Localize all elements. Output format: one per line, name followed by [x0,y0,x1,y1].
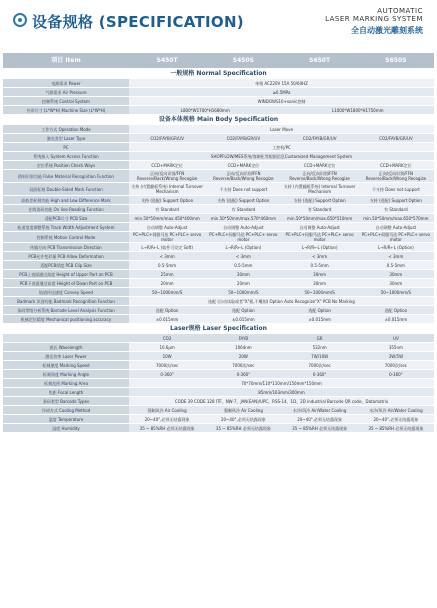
spec-row [3,297,434,306]
spec-value: 3W/5W [358,352,434,361]
spec-row [3,196,434,205]
spec-value: 50~1000mm/S [282,288,358,297]
spec-row [3,306,434,315]
spec-label: 工作方式 Operation Mode [3,125,129,134]
spec-label: PCB下表面通过高度 Height of Down Part on PCB [3,279,129,288]
spec-label: 条码等级分析系统 Barcode Level Analysis Function [3,306,129,315]
spec-value: 不支持 Does not support [358,183,434,196]
spec-value: 30mm [282,279,358,288]
spec-label: 在线读码功能 On line Reading Function [3,205,129,214]
column-header: S450T [129,53,205,69]
spec-value: 有 Standard [358,205,434,214]
spec-row [3,152,434,161]
spec-value: 自动调整 Auto-Adjust [205,223,281,232]
spec-value: CCD+MARK定位 [129,161,205,170]
section-title: 一般规格 Normal Specification [3,69,434,79]
spec-value: 不支持 Does not support [205,183,281,196]
spec-label: 激光功率 Laser Power [3,352,129,361]
section-title: 设备本体规格 Main Body Specification [3,115,434,125]
spec-value: min.50*50mm/max.650*570mm [358,214,434,223]
spec-row [3,379,434,388]
spec-value: L800*W1700*H1680mm [129,106,282,115]
spec-value: ±0.015mm [282,315,358,324]
footer-strip [0,600,437,608]
spec-value: L→R/R←L (Option) [358,243,434,252]
spec-value: CCD+MARK定位 [282,161,358,170]
spec-label: 轨道宽度调整系统 Track Width Adjustment System [3,223,129,232]
spec-value: 35 ~ 85%RH 必须无结露现象 [205,424,281,433]
spec-row [3,125,434,134]
spec-row [3,270,434,279]
spec-value: 532nm [282,343,358,352]
spec-value: 0-360° [205,370,281,379]
spec-value: 25mm [129,270,205,279]
spec-label: 适配PCB尺寸 PCB Size [3,214,129,223]
spec-value: 水冷/风冷 Air/Water Cooling [282,406,358,415]
spec-value: 自动调整 Auto-Adjust [129,223,205,232]
spec-value: L→R/R←L (软件可设定 Soft) [129,243,205,252]
spec-value: 选配 (自动读取或者"X"板,不雕刻) Option Auto Recognize"X" PCB No Marking [129,297,434,306]
spec-label: 外形尺寸 (L*W*H) Machine Size (L*W*H) [3,106,129,115]
spec-label: 双面标刻 Double-Sided Mark Function [3,183,129,196]
spec-value: CODE 39 CODE 128 ITF、NW-7、JAN(EAN)/UPC、RSS-14、1D、2D industrial Barcode QR code、Datamatrix [129,397,434,406]
spec-value: PC+PLC+伺服马达 PC+PLC+ servo motor [129,232,205,243]
spec-value: 50~1000mm/S [129,288,205,297]
spec-row [3,170,434,183]
spec-value: 85mm/163mm/300mm [129,388,434,397]
spec-value: 1064nm [205,343,281,352]
spec-value: 35 ~ 85%RH 必须无结露现象 [282,424,358,433]
spec-value: 0-360° [129,370,205,379]
spec-value: 正向/反向识别/FFN Reverse/Back/Wrong Recogize [205,170,281,183]
spec-value: 7000次/sec [205,361,281,370]
spec-label: PCB上表面通过高度 Height of Upper Part on PCB [3,270,129,279]
spec-value: 0.5-5mm [129,261,205,270]
spec-label: 气源需求 Air Pressure [3,88,129,97]
section-title: Laser规格 Laser Specification [3,324,434,334]
spec-label: 温度 Temperature [3,415,129,424]
spec-value: 有 Standard [205,205,281,214]
spec-label: 激光类型 Laser Type [3,134,129,143]
spec-value: CO2/FAYB/GR/UV [205,134,281,143]
spec-row [3,424,434,433]
spec-value: 水冷/风冷 Air/Water Cooling [358,406,434,415]
spec-row [3,106,434,115]
spec-label: 定位系统 Position Check Ways [3,161,129,170]
spec-row [3,279,434,288]
spec-value: PC+PLC+伺服马达 PC+PLC+ servo motor [358,232,434,243]
spec-value: 10.6μm [129,343,205,352]
spec-value: 355nm [358,343,434,352]
spec-value: 支持 (选配) Support Option [358,196,434,205]
spec-value: 有 Standard [282,205,358,214]
spec-value: 7W/10W [282,352,358,361]
spec-value: 30mm [358,279,434,288]
column-header-row [3,53,434,69]
spec-value: L1000*W1800*H1750mm [282,106,435,115]
spec-row [3,343,434,352]
bullet-icon [13,13,27,27]
spec-value: 50~1000mm/S [205,288,281,297]
header-tagline-cn: 全自动激光雕刻系统 [351,26,423,35]
spec-value: 30mm [205,270,281,279]
spec-value: 7000次/sec [358,361,434,370]
spec-value: 7000次/sec [282,361,358,370]
spec-label: 标刻速度 Marking Speed [3,361,129,370]
spec-value: 强制风冷 Air Cooling [129,406,205,415]
spec-row [3,370,434,379]
spec-value: 工控机/PC [129,143,434,152]
spec-value: < 3mm [282,252,358,261]
spec-label: 机械定位精度 Mechanical positioning accuracy [3,315,129,324]
spec-row [3,183,434,196]
spec-label: 适配PCB厚度 PCB Clip Size [3,261,129,270]
spec-value: 自动调整 Auto-Adjust [282,223,358,232]
spec-value: 30mm [282,270,358,279]
column-header: S650T [282,53,358,69]
spec-label: PC [3,143,129,152]
spec-label: 系统接入 System Access Function [3,152,129,161]
spec-value: SHOPFLOW/MES系统/客制化等根据信息Customized Management System [129,152,434,161]
spec-row [3,223,434,232]
spec-label: 控制系统 Motion Control Mode [3,232,129,243]
spec-value: 选配 Option [358,306,434,315]
spec-value: L→R/R←L (Option) [205,243,281,252]
spec-value: 20mm [205,279,281,288]
spec-value: 选配 Option [282,306,358,315]
spec-value: 0.5-5mm [282,261,358,270]
laser-type-header-spacer [3,334,129,343]
spec-value: ±0.015mm [358,315,434,324]
spec-value: 20W [205,352,281,361]
spec-value: PC+PLC+伺服马达 PC+PLC+ servo motor [282,232,358,243]
spec-value: 单相 AC220V 15A 50/60HZ [129,79,434,88]
laser-type-header-row [3,334,434,343]
header-tagline-1: AUTOMATIC [377,7,423,15]
spec-value: 有 Standard [129,205,205,214]
spec-value: Laser Move [129,125,434,134]
spec-value: 0.5-5mm [205,261,281,270]
spec-row [3,288,434,297]
spec-value: 35 ~ 85%RH 必须无结露现象 [129,424,205,433]
spec-value: < 3mm [205,252,281,261]
spec-value: 30mm [358,270,434,279]
spec-row [3,143,434,152]
spec-value: 支持 (内置翻板系统) Internal Turnover Mechanism [129,183,205,196]
spec-row [3,134,434,143]
spec-value: CO2/FAYB/GR/UV [282,134,358,143]
spec-row [3,232,434,243]
spec-label: 湿度 Humidity [3,424,129,433]
column-header: S450S [205,53,281,69]
spec-value: 20~40°,必须无结露现象 [358,415,434,424]
spec-row [3,315,434,324]
spec-label: 标刻角度 Marking Angle [3,370,129,379]
spec-label: 波长 Wavelength [3,343,129,352]
spec-row [3,388,434,397]
spec-value: CO2/FAYB/GR/UV [358,134,434,143]
spec-row [3,406,434,415]
spec-value: ±0.015mm [129,315,205,324]
spec-value: ≥0.5MPa [129,88,434,97]
spec-value: 20mm [129,279,205,288]
spec-row [3,252,434,261]
spec-value: 正向/反向识别/FFN Reverse/Back/Wrong Recogize [129,170,205,183]
spec-label: 控制系统 Control System [3,97,129,106]
column-header: S650S [358,53,434,69]
spec-value: WINDOWS10+sonic控制 [129,97,434,106]
sheet-header [0,0,437,44]
section-header-row [3,115,434,125]
spec-label: Badmark 识别功能 Badmark Recognition Function [3,297,129,306]
spec-value: 0-360° [358,370,434,379]
spec-row [3,214,434,223]
section-header-row [3,324,434,334]
spec-value: min.50*50mm/max.570*460mm [205,214,281,223]
spec-value: 50~1000mm/S [358,288,434,297]
spec-label: 冷却方式 Cooling Method [3,406,129,415]
header-tagline-2: LASER MARKING SYSTEM [325,15,423,23]
spec-row [3,361,434,370]
spec-label: 标刻范围 Marking Area [3,379,129,388]
spec-row [3,352,434,361]
laser-type-header: FAYB [205,334,281,343]
spec-value: CO2/FAYB/GR/UV [129,134,205,143]
spec-value: 选配 Option [129,306,205,315]
spec-value: 20~40°,必须无结露现象 [282,415,358,424]
spec-value: 支持 (选配) Support Option [129,196,205,205]
spec-value: 选配 Option [205,306,281,315]
spec-value: 支持 (选配) Support Option [282,196,358,205]
spec-value: min.50*50mm/max.650*510mm [282,214,358,223]
spec-value: 支持 (内置翻板系统) Internal Turnover Mechanism [282,183,358,196]
spec-value: ±0.015mm [205,315,281,324]
spec-value: 20~40°,必须无结露现象 [129,415,205,424]
spec-value: 强制风冷 Air Cooling [205,406,281,415]
spec-table [3,53,434,433]
spec-label: 轨道传送速度 Convey Speed [3,288,129,297]
spec-value: 20~40°,必须无结露现象 [205,415,281,424]
spec-row [3,161,434,170]
spec-row [3,397,434,406]
laser-type-header: CO2 [129,334,205,343]
spec-label: 传输方向 PCB Transmission Direction [3,243,129,252]
spec-value: 7000次/sec [129,361,205,370]
spec-label: 电源需求 Power [3,79,129,88]
spec-label: 高低差标刻功能 High and Low Difference Mark [3,196,129,205]
spec-value: 自动调整 Auto-Adjust [358,223,434,232]
spec-label: 焦距 Focal Length [3,388,129,397]
spec-value: 支持 (选配) Support Option [205,196,281,205]
spec-value: 35 ~ 85%RH 必须无结露现象 [358,424,434,433]
spec-row [3,205,434,214]
spec-value: 正向/反向识别/FFN Reverse/Back/Wrong Recogize [358,170,434,183]
spec-row [3,79,434,88]
spec-row [3,243,434,252]
spec-row [3,97,434,106]
spec-value: CCD+MARK定位 [205,161,281,170]
laser-type-header: UV [358,334,434,343]
spec-label: PCB允许变形量 PCB Allow Deformation [3,252,129,261]
spec-value: 正向/反向识别/FFN Reverse/Back/Wrong Recogize [282,170,358,183]
page-title: 设备规格 (SPECIFICATION) [32,13,244,31]
spec-row [3,261,434,270]
spec-row [3,88,434,97]
spec-label: 错料识别功能 False Material Recognition Function [3,170,129,183]
spec-value: 0-360° [282,370,358,379]
spec-label: 条码类型 Barcode Types [3,397,129,406]
spec-value: PC+PLC+伺服马达 PC+PLC+ servo motor [205,232,281,243]
column-header: 项目 Item [3,53,129,69]
spec-value: L→R/R←L (Option) [282,243,358,252]
laser-type-header: GR [282,334,358,343]
spec-value: CCD+MARK定位 [358,161,434,170]
section-header-row [3,69,434,79]
spec-row [3,415,434,424]
spec-value: < 3mm [358,252,434,261]
spec-value: < 3mm [129,252,205,261]
spec-value: min.50*50mm/max.450*400mm [129,214,205,223]
spec-value: 70*70mm/110*110mm/150mm*150mm [129,379,434,388]
spec-value: 0.5-5mm [358,261,434,270]
spec-value: 10W [129,352,205,361]
